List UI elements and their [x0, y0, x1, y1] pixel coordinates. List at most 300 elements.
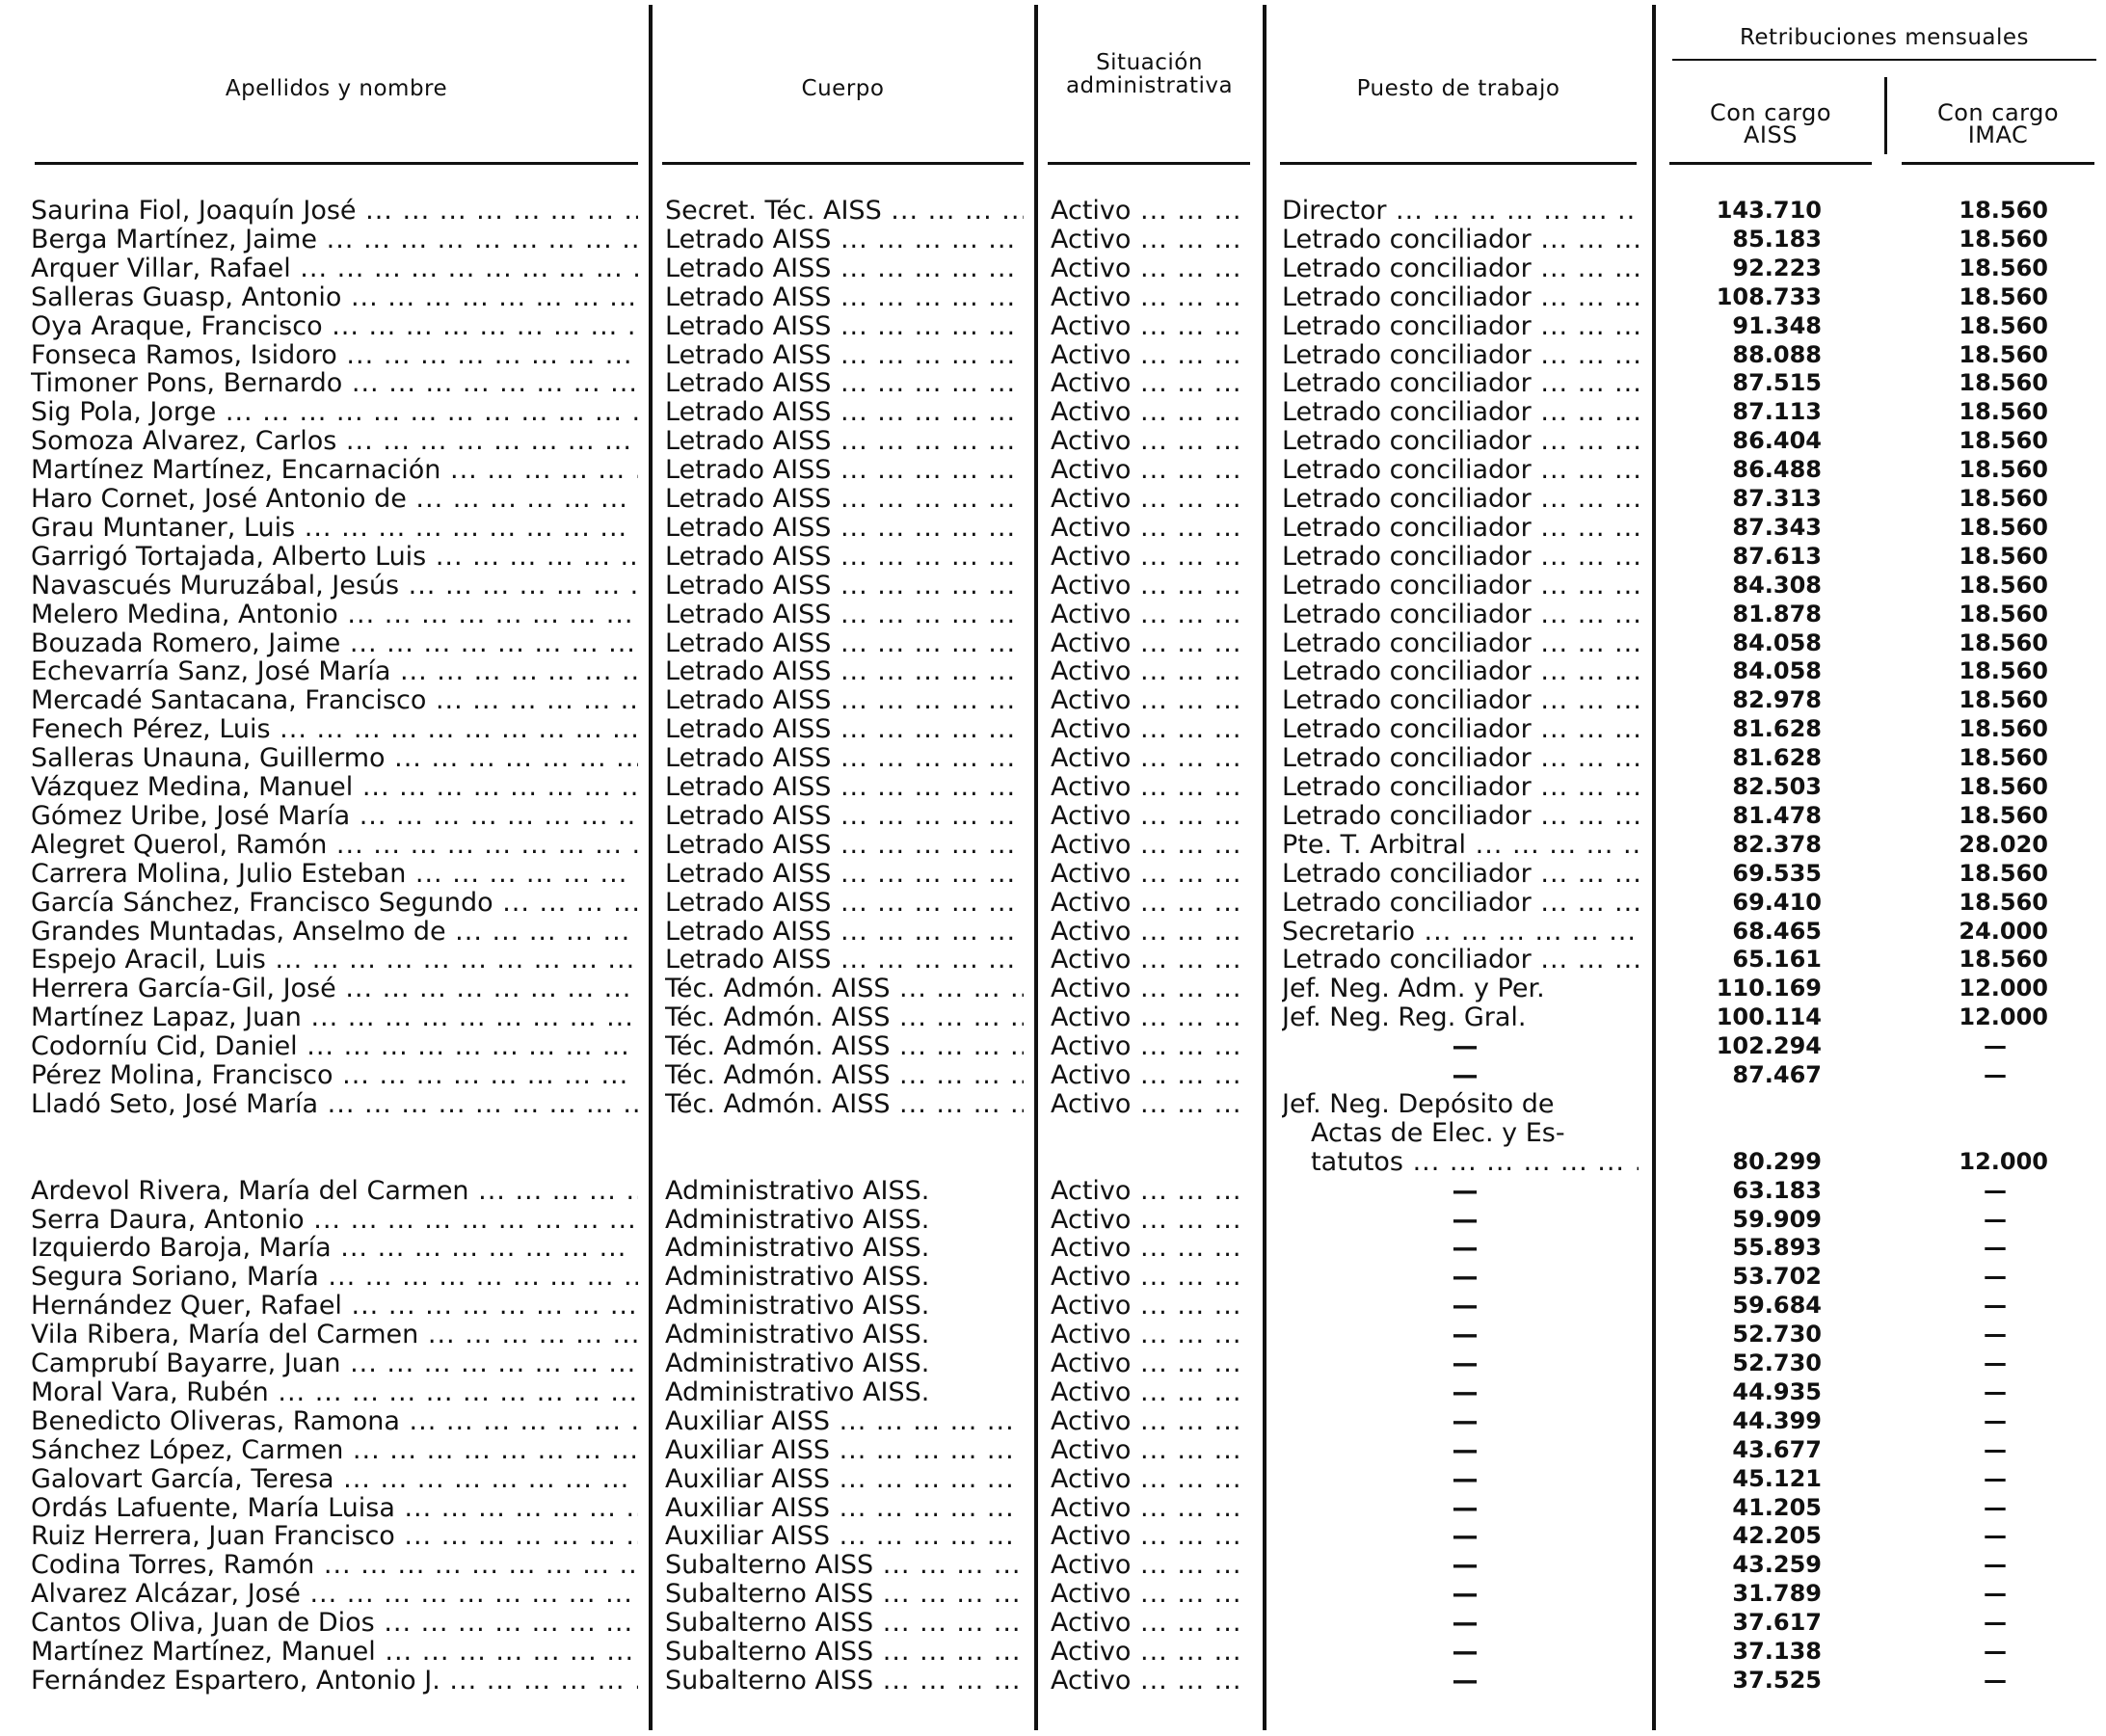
row-aiss: 92.223	[1732, 254, 1822, 281]
row-name-text: Mercadé Santacana, Francisco ... .	[31, 686, 638, 715]
row-situacion-text: Activo ... .	[1051, 456, 1253, 485]
row-puesto	[1282, 601, 1639, 629]
row-imac-dash: —	[1984, 1032, 2007, 1060]
row-cuerpo	[665, 1580, 1024, 1609]
row-cuerpo	[665, 283, 1024, 312]
row-situacion-text: Activo ... .	[1051, 514, 1253, 543]
header-rule	[1902, 162, 2094, 165]
row-situacion	[1051, 1407, 1253, 1436]
row-situacion	[1051, 715, 1253, 744]
header-puesto: Puesto de trabajo	[1356, 76, 1560, 101]
row-situacion-text: Activo ... .	[1051, 543, 1253, 572]
row-puesto	[1282, 831, 1639, 860]
row-situacion	[1051, 1580, 1253, 1609]
row-cuerpo-text: Subalterno AISS ... .	[665, 1609, 1024, 1638]
row-puesto-dash: —	[1452, 1263, 1479, 1293]
row-situacion	[1051, 773, 1253, 802]
header-name: Apellidos y nombre	[225, 76, 448, 101]
row-aiss: 110.169	[1716, 975, 1822, 1002]
row-imac-dash: —	[1984, 1551, 2007, 1579]
row-name-text: Vázquez Medina, Manuel ... .	[31, 773, 638, 802]
row-situacion-text: Activo ... .	[1051, 889, 1253, 918]
row-puesto-text: Letrado conciliador ... .	[1282, 601, 1639, 629]
row-situacion-text: Activo ... .	[1051, 744, 1253, 773]
row-situacion	[1051, 1465, 1253, 1494]
row-cuerpo-text: Letrado AISS ... .	[665, 601, 1024, 629]
row-aiss: 87.613	[1732, 542, 1822, 570]
row-situacion-text: Activo ... .	[1051, 802, 1253, 831]
row-puesto-text: Pte. T. Arbitral ... .	[1282, 831, 1639, 860]
row-name-text: Berga Martínez, Jaime ... .	[31, 226, 638, 254]
row-cuerpo-text: Letrado AISS ... .	[665, 254, 1024, 283]
row-puesto-dash: —	[1452, 1349, 1479, 1378]
row-cuerpo	[665, 601, 1024, 629]
row-cuerpo-text: Letrado AISS ... .	[665, 831, 1024, 860]
row-situacion-text: Activo ... .	[1051, 398, 1253, 427]
header-rule	[1669, 162, 1872, 165]
row-imac-dash: —	[1984, 1406, 2007, 1434]
row-puesto	[1282, 686, 1639, 715]
row-imac: 18.560	[1959, 254, 2048, 281]
header-situacion-2: administrativa	[1065, 73, 1234, 98]
row-name-text: Bouzada Romero, Jaime ... .	[31, 629, 638, 658]
row-name	[31, 485, 638, 514]
row-cuerpo-text: Subalterno AISS ... .	[665, 1580, 1024, 1609]
row-imac: 12.000	[1959, 1003, 2048, 1031]
row-cuerpo-text: Téc. Admón. AISS ... .	[665, 1061, 1024, 1090]
row-cuerpo-text: Letrado AISS ... .	[665, 918, 1024, 947]
row-imac: 18.560	[1959, 628, 2048, 656]
row-situacion	[1051, 398, 1253, 427]
row-cuerpo-text: Auxiliar AISS ... .	[665, 1522, 1024, 1551]
row-name	[31, 831, 638, 860]
row-puesto-cont	[1311, 1148, 1639, 1177]
row-puesto: Jef. Neg. Adm. y Per.	[1282, 975, 1545, 1004]
row-cuerpo	[665, 1436, 1024, 1465]
row-name	[31, 1551, 638, 1580]
row-situacion	[1051, 369, 1253, 398]
row-situacion-text: Activo ... .	[1051, 686, 1253, 715]
row-aiss: 87.313	[1732, 485, 1822, 512]
row-cuerpo	[665, 629, 1024, 658]
row-puesto-dash: —	[1452, 1580, 1479, 1610]
row-name-text: Camprubí Bayarre, Juan ... .	[31, 1349, 638, 1378]
row-puesto	[1282, 197, 1639, 226]
header-cuerpo: Cuerpo	[801, 76, 885, 101]
row-name	[31, 657, 638, 686]
row-name	[31, 1580, 638, 1609]
row-puesto	[1282, 341, 1639, 370]
row-cuerpo: Administrativo AISS.	[665, 1349, 930, 1378]
row-name-text: Arquer Villar, Rafael ... .	[31, 254, 638, 283]
row-aiss: 37.617	[1732, 1609, 1822, 1637]
row-cuerpo	[665, 975, 1024, 1003]
row-name-text: Codina Torres, Ramón ... .	[31, 1551, 638, 1580]
row-imac: 28.020	[1959, 830, 2048, 858]
row-name	[31, 1177, 638, 1206]
header-aiss-1: Con cargo	[1709, 99, 1832, 126]
row-aiss: 82.378	[1732, 830, 1822, 858]
row-puesto-text: Letrado conciliador ... .	[1282, 946, 1639, 975]
row-aiss: 81.478	[1732, 801, 1822, 829]
row-name	[31, 802, 638, 831]
row-name-text: Sánchez López, Carmen ... .	[31, 1436, 638, 1465]
row-aiss: 44.935	[1732, 1377, 1822, 1405]
row-situacion-text: Activo ... .	[1051, 1206, 1253, 1235]
row-situacion-text: Activo ... .	[1051, 1580, 1253, 1609]
column-rule	[1263, 5, 1266, 1730]
row-situacion	[1051, 1263, 1253, 1292]
row-aiss: 69.410	[1732, 888, 1822, 916]
row-cuerpo-text: Subalterno AISS ... .	[665, 1667, 1024, 1696]
row-aiss: 81.628	[1732, 715, 1822, 743]
row-name-text: Izquierdo Baroja, María ... .	[31, 1234, 638, 1263]
row-name	[31, 1321, 638, 1349]
row-cuerpo: Administrativo AISS.	[665, 1205, 930, 1235]
row-name	[31, 946, 638, 975]
row-cuerpo-text: Secret. Téc. AISS ... .	[665, 197, 1024, 226]
row-imac-dash: —	[1984, 1263, 2007, 1291]
row-aiss: 44.399	[1732, 1406, 1822, 1434]
row-name	[31, 543, 638, 572]
row-situacion-text: Activo ... .	[1051, 1436, 1253, 1465]
row-puesto-text: Letrado conciliador ... .	[1282, 398, 1639, 427]
row-name	[31, 1522, 638, 1551]
row-situacion	[1051, 975, 1253, 1003]
row-name	[31, 398, 638, 427]
row-situacion	[1051, 1378, 1253, 1407]
row-situacion	[1051, 889, 1253, 918]
row-puesto	[1282, 283, 1639, 312]
row-cuerpo-text: Auxiliar AISS ... .	[665, 1436, 1024, 1465]
row-name	[31, 975, 638, 1003]
row-situacion	[1051, 1667, 1253, 1696]
row-situacion	[1051, 1436, 1253, 1465]
row-situacion	[1051, 1177, 1253, 1206]
row-name	[31, 715, 638, 744]
row-puesto-dash: —	[1452, 1032, 1479, 1062]
row-aiss: 43.677	[1732, 1435, 1822, 1463]
row-name	[31, 1378, 638, 1407]
row-name-text: Fenech Pérez, Luis ... .	[31, 715, 638, 744]
row-cuerpo	[665, 369, 1024, 398]
row-name-text: Hernández Quer, Rafael ... .	[31, 1292, 638, 1321]
row-cuerpo-text: Letrado AISS ... .	[665, 543, 1024, 572]
row-cuerpo: Administrativo AISS.	[665, 1263, 930, 1293]
row-imac: 18.560	[1959, 513, 2048, 541]
row-situacion	[1051, 686, 1253, 715]
row-name-text: Oya Araque, Francisco ... .	[31, 312, 638, 341]
row-cuerpo	[665, 1638, 1024, 1667]
row-imac: 12.000	[1959, 975, 2048, 1002]
row-cuerpo	[665, 1003, 1024, 1032]
row-situacion-text: Activo ... .	[1051, 1551, 1253, 1580]
row-aiss: 59.684	[1732, 1292, 1822, 1320]
row-situacion	[1051, 802, 1253, 831]
row-puesto	[1282, 744, 1639, 773]
row-situacion-text: Activo ... .	[1051, 1090, 1253, 1119]
row-cuerpo-text: Téc. Admón. AISS ... .	[665, 975, 1024, 1003]
row-puesto-text: Secretario ... .	[1282, 918, 1639, 947]
row-situacion-text: Activo ... .	[1051, 1061, 1253, 1090]
row-situacion-text: Activo ... .	[1051, 485, 1253, 514]
row-cuerpo-text: Letrado AISS ... .	[665, 427, 1024, 456]
row-name	[31, 1407, 638, 1436]
row-puesto-text: Letrado conciliador ... .	[1282, 427, 1639, 456]
row-aiss: 37.138	[1732, 1638, 1822, 1665]
row-situacion-text: Activo ... .	[1051, 226, 1253, 254]
row-situacion	[1051, 831, 1253, 860]
row-puesto	[1282, 657, 1639, 686]
header-situacion-1: Situación	[1096, 50, 1203, 75]
row-situacion	[1051, 1032, 1253, 1061]
row-cuerpo-text: Auxiliar AISS ... .	[665, 1494, 1024, 1523]
row-name-text: Martínez Martínez, Encarnación ... .	[31, 456, 638, 485]
row-aiss: 87.113	[1732, 398, 1822, 426]
row-puesto: Jef. Neg. Reg. Gral.	[1282, 1003, 1527, 1033]
row-cuerpo-text: Letrado AISS ... .	[665, 398, 1024, 427]
row-puesto-text: Letrado conciliador ... .	[1282, 341, 1639, 370]
row-aiss: 43.259	[1732, 1551, 1822, 1579]
row-puesto-text: Director ... .	[1282, 197, 1639, 226]
row-cuerpo	[665, 686, 1024, 715]
row-imac: 18.560	[1959, 657, 2048, 685]
row-cuerpo-text: Letrado AISS ... .	[665, 485, 1024, 514]
row-cuerpo	[665, 1407, 1024, 1436]
row-puesto-text: Letrado conciliador ... .	[1282, 226, 1639, 254]
row-name-text: Segura Soriano, María ... .	[31, 1263, 638, 1292]
row-imac-dash: —	[1984, 1349, 2007, 1376]
row-name-text: Salleras Unauna, Guillermo ... .	[31, 744, 638, 773]
row-imac-dash: —	[1984, 1580, 2007, 1608]
row-name	[31, 744, 638, 773]
row-puesto-dash: —	[1452, 1234, 1479, 1264]
header-rule	[662, 162, 1024, 165]
column-rule	[1034, 5, 1038, 1730]
row-cuerpo-text: Letrado AISS ... .	[665, 283, 1024, 312]
row-cuerpo-text: Letrado AISS ... .	[665, 312, 1024, 341]
row-imac: 24.000	[1959, 917, 2048, 945]
row-name	[31, 427, 638, 456]
header-rule	[1672, 59, 2096, 61]
row-puesto-text: Letrado conciliador ... .	[1282, 369, 1639, 398]
row-puesto-dash: —	[1452, 1321, 1479, 1350]
row-name	[31, 1465, 638, 1494]
row-aiss: 85.183	[1732, 225, 1822, 253]
row-puesto-text: Letrado conciliador ... .	[1282, 543, 1639, 572]
row-cuerpo	[665, 1551, 1024, 1580]
row-cuerpo	[665, 860, 1024, 889]
row-puesto-dash: —	[1452, 1292, 1479, 1322]
row-name-text: Fernández Espartero, Antonio J. ... .	[31, 1667, 638, 1696]
row-imac: 18.560	[1959, 225, 2048, 253]
row-puesto	[1282, 860, 1639, 889]
row-situacion-text: Activo ... .	[1051, 369, 1253, 398]
row-name-text: Salleras Guasp, Antonio ... .	[31, 283, 638, 312]
row-situacion	[1051, 341, 1253, 370]
row-situacion-text: Activo ... .	[1051, 1522, 1253, 1551]
row-name-text: Gómez Uribe, José María ... .	[31, 802, 638, 831]
row-puesto	[1282, 715, 1639, 744]
row-situacion	[1051, 312, 1253, 341]
row-puesto-dash: —	[1452, 1377, 1479, 1407]
row-cuerpo	[665, 802, 1024, 831]
row-name-text: Pérez Molina, Francisco ... .	[31, 1061, 638, 1090]
row-cuerpo	[665, 1032, 1024, 1061]
row-aiss: 82.978	[1732, 686, 1822, 714]
row-imac: 18.560	[1959, 427, 2048, 455]
row-situacion	[1051, 543, 1253, 572]
row-situacion	[1051, 456, 1253, 485]
row-name	[31, 889, 638, 918]
row-puesto-dash: —	[1452, 1464, 1479, 1494]
header-imac-1: Con cargo	[1936, 99, 2060, 126]
row-puesto-dash: —	[1452, 1406, 1479, 1436]
row-name-text: Grau Muntaner, Luis ... .	[31, 514, 638, 543]
row-situacion-text: Activo ... .	[1051, 1465, 1253, 1494]
row-name	[31, 369, 638, 398]
row-imac: 18.560	[1959, 369, 2048, 397]
row-name-text: Alvarez Alcázar, José ... .	[31, 1580, 638, 1609]
row-puesto	[1282, 773, 1639, 802]
row-situacion	[1051, 946, 1253, 975]
row-cuerpo	[665, 1494, 1024, 1523]
row-cuerpo-text: Téc. Admón. AISS ... .	[665, 1090, 1024, 1119]
row-name-text: Cantos Oliva, Juan de Dios ... .	[31, 1609, 638, 1638]
row-imac: 18.560	[1959, 600, 2048, 628]
row-cuerpo-text: Letrado AISS ... .	[665, 456, 1024, 485]
row-cuerpo	[665, 1465, 1024, 1494]
row-puesto-text: Letrado conciliador ... .	[1282, 657, 1639, 686]
row-situacion	[1051, 601, 1253, 629]
row-name-text: Herrera García-Gil, José ... .	[31, 975, 638, 1003]
row-name	[31, 1638, 638, 1667]
row-situacion	[1051, 485, 1253, 514]
row-situacion-text: Activo ... .	[1051, 312, 1253, 341]
row-puesto	[1282, 456, 1639, 485]
row-name	[31, 283, 638, 312]
row-name-text: Ardevol Rivera, María del Carmen ... .	[31, 1177, 638, 1206]
row-aiss: 86.488	[1732, 456, 1822, 484]
header-rule	[35, 162, 638, 165]
row-imac: 18.560	[1959, 311, 2048, 339]
row-aiss: 52.730	[1732, 1321, 1822, 1349]
row-puesto: Jef. Neg. Depósito de	[1282, 1089, 1555, 1119]
row-name-text: Ordás Lafuente, María Luisa ... .	[31, 1494, 638, 1523]
row-imac-dash: —	[1984, 1061, 2007, 1088]
row-puesto-text: Letrado conciliador ... .	[1282, 312, 1639, 341]
row-situacion-text: Activo ... .	[1051, 629, 1253, 658]
row-imac: 18.560	[1959, 773, 2048, 800]
row-situacion-text: Activo ... .	[1051, 254, 1253, 283]
row-situacion-text: Activo ... .	[1051, 1177, 1253, 1206]
row-situacion	[1051, 1494, 1253, 1523]
row-situacion	[1051, 1234, 1253, 1263]
row-puesto-text: Letrado conciliador ... .	[1282, 514, 1639, 543]
row-situacion	[1051, 860, 1253, 889]
row-situacion	[1051, 226, 1253, 254]
row-imac: 18.560	[1959, 859, 2048, 887]
row-aiss: 87.515	[1732, 369, 1822, 397]
row-name	[31, 773, 638, 802]
header-aiss-2: AISS	[1744, 121, 1798, 148]
row-situacion-text: Activo ... .	[1051, 197, 1253, 226]
row-cuerpo	[665, 456, 1024, 485]
row-aiss: 81.878	[1732, 600, 1822, 628]
row-aiss: 55.893	[1732, 1234, 1822, 1262]
row-name	[31, 918, 638, 947]
row-aiss: 84.058	[1732, 628, 1822, 656]
row-situacion	[1051, 629, 1253, 658]
row-puesto-text: Letrado conciliador ... .	[1282, 283, 1639, 312]
row-cuerpo-text: Letrado AISS ... .	[665, 715, 1024, 744]
row-cuerpo-text: Letrado AISS ... .	[665, 369, 1024, 398]
row-situacion-text: Activo ... .	[1051, 601, 1253, 629]
row-cuerpo	[665, 485, 1024, 514]
row-puesto	[1282, 485, 1639, 514]
row-name	[31, 686, 638, 715]
row-puesto-dash: —	[1452, 1435, 1479, 1465]
row-name	[31, 601, 638, 629]
row-name	[31, 197, 638, 226]
column-rule	[649, 5, 653, 1730]
row-situacion-text: Activo ... .	[1051, 975, 1253, 1003]
row-puesto-dash: —	[1452, 1609, 1479, 1639]
row-cuerpo	[665, 715, 1024, 744]
row-aiss: 69.535	[1732, 859, 1822, 887]
row-imac-dash: —	[1984, 1522, 2007, 1550]
row-aiss: 143.710	[1716, 197, 1822, 224]
column-rule	[1884, 77, 1887, 154]
row-situacion-text: Activo ... .	[1051, 946, 1253, 975]
row-name-text: Alegret Querol, Ramón ... .	[31, 831, 638, 860]
row-puesto	[1282, 226, 1639, 254]
row-situacion	[1051, 1551, 1253, 1580]
row-cuerpo	[665, 831, 1024, 860]
row-puesto-cont-text: tatutos ... .	[1311, 1148, 1639, 1177]
row-aiss: 102.294	[1716, 1032, 1822, 1060]
row-cuerpo-text: Letrado AISS ... .	[665, 572, 1024, 601]
row-cuerpo-text: Letrado AISS ... .	[665, 514, 1024, 543]
row-name	[31, 1206, 638, 1235]
row-name-text: Grandes Muntadas, Anselmo de ... .	[31, 918, 638, 947]
row-name	[31, 1667, 638, 1696]
row-aiss: 87.467	[1732, 1061, 1822, 1088]
row-cuerpo	[665, 427, 1024, 456]
row-puesto	[1282, 918, 1639, 947]
row-name-text: Vila Ribera, María del Carmen ... .	[31, 1321, 638, 1349]
row-name-text: Garrigó Tortajada, Alberto Luis ... .	[31, 543, 638, 572]
row-name-text: Echevarría Sanz, José María ... .	[31, 657, 638, 686]
row-puesto	[1282, 398, 1639, 427]
row-situacion-text: Activo ... .	[1051, 1032, 1253, 1061]
row-cuerpo-text: Letrado AISS ... .	[665, 744, 1024, 773]
row-cuerpo: Administrativo AISS.	[665, 1321, 930, 1350]
row-puesto-dash: —	[1452, 1061, 1479, 1090]
row-name	[31, 1003, 638, 1032]
row-situacion-text: Activo ... .	[1051, 1321, 1253, 1349]
row-name-text: Timoner Pons, Bernardo ... .	[31, 369, 638, 398]
row-puesto	[1282, 427, 1639, 456]
row-aiss: 37.525	[1732, 1666, 1822, 1694]
row-name-text: Codorníu Cid, Daniel ... .	[31, 1032, 638, 1061]
row-cuerpo-text: Letrado AISS ... .	[665, 657, 1024, 686]
row-situacion-text: Activo ... .	[1051, 1494, 1253, 1523]
row-cuerpo	[665, 1090, 1024, 1119]
row-cuerpo-text: Subalterno AISS ... .	[665, 1638, 1024, 1667]
row-situacion	[1051, 744, 1253, 773]
row-aiss: 100.114	[1716, 1003, 1822, 1031]
